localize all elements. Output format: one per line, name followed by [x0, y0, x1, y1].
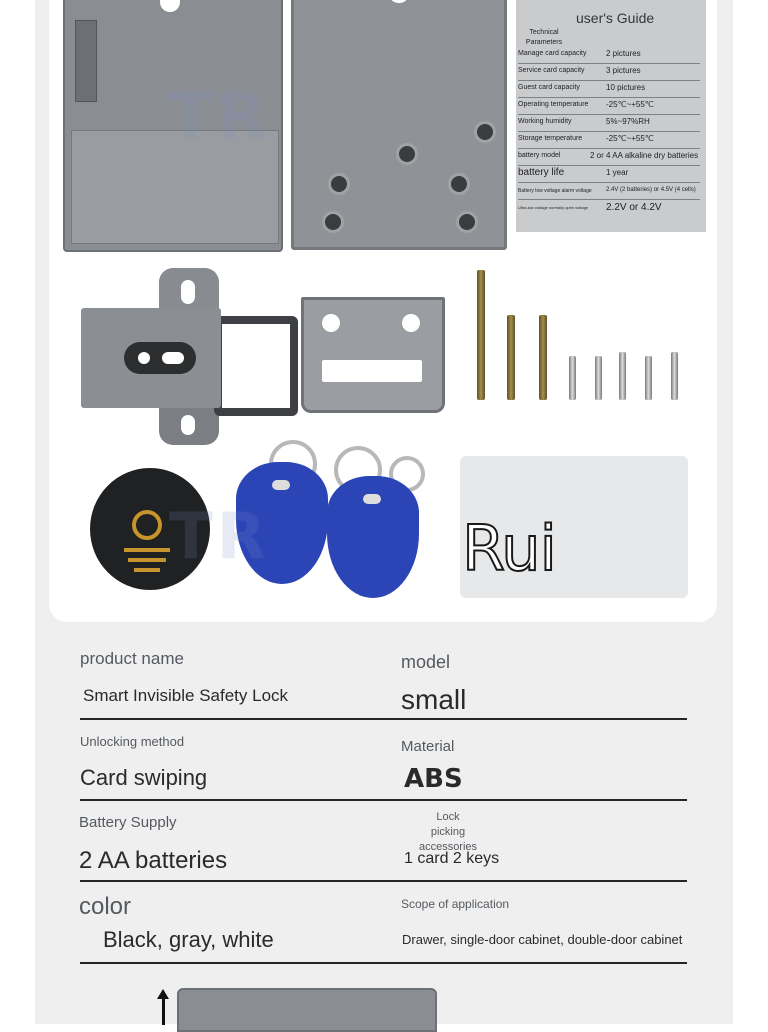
spec-value-battery-supply: 2 AA batteries — [79, 847, 228, 874]
divider — [80, 880, 687, 882]
key-fob-image — [327, 476, 419, 598]
long-screw-image — [507, 315, 515, 400]
guide-row: Working humidity 5%~97%RH — [518, 114, 700, 132]
guide-row: Guest card capacity 10 pictures — [518, 80, 700, 98]
spec-label-unlocking-method: Unlocking method — [80, 734, 185, 749]
spec-label-model: model — [401, 652, 451, 672]
lock-back-plate-image — [291, 0, 507, 250]
guide-row: Battery low voltage alarm voltage 2.4V (2 batteries) or 4.5V (4 cells) — [518, 182, 700, 200]
short-screw-image — [595, 356, 602, 400]
short-screw-image — [569, 356, 576, 400]
guide-row: battery life 1 year — [518, 165, 700, 183]
watermark: TR — [169, 500, 270, 574]
short-screw-image — [645, 356, 652, 400]
spec-label-battery-supply: Battery Supply — [79, 814, 177, 831]
divider — [80, 799, 687, 801]
spec-value-scope-of-application: Drawer, single-door cabinet, double-door cabinet — [402, 932, 683, 947]
spec-label-material: Material — [401, 738, 455, 755]
spec-label-lock-picking-accessories: Lock picking accessories — [418, 811, 478, 853]
spec-value-material: ABS — [404, 764, 463, 794]
spec-label-color: color — [79, 893, 132, 920]
spec-label-scope-of-application: Scope of application — [401, 897, 510, 911]
lock-body-bottom-image — [177, 988, 437, 1032]
strike-plate-image — [301, 297, 445, 413]
guide-row: Service card capacity 3 pictures — [518, 63, 700, 81]
spec-value-unlocking-method: Card swiping — [80, 765, 208, 790]
latch-hook — [214, 316, 298, 416]
spec-value-product-name: Smart Invisible Safety Lock — [83, 686, 289, 705]
divider — [80, 718, 687, 720]
divider — [80, 962, 687, 964]
guide-row: Storage temperature -25℃~+55℃ — [518, 131, 700, 149]
guide-row: Ultra-low voltage normally open voltage 2.2V or 4.2V — [518, 202, 662, 213]
guide-row: Operating temperature -25℃~+55℃ — [518, 97, 700, 115]
spec-value-color: Black, gray, white — [103, 927, 274, 952]
latch-slot — [124, 342, 196, 374]
spec-value-model: small — [401, 684, 467, 715]
card-brand-text: Rui — [462, 512, 556, 585]
short-screw-image — [671, 352, 678, 400]
product-photo-panel — [49, 0, 717, 622]
watermark: TR — [169, 80, 270, 154]
guide-parameters-label: Technical Parameters — [525, 29, 563, 46]
user-guide-sheet — [516, 0, 706, 232]
long-screw-image — [539, 315, 547, 400]
arrow-up-icon — [162, 995, 165, 1025]
short-screw-image — [619, 352, 626, 400]
spec-label-product-name: product name — [80, 649, 184, 668]
spec-value-lock-picking-accessories: 1 card 2 keys — [404, 850, 500, 867]
guide-row: Manage card capacity 2 pictures — [518, 46, 700, 64]
guide-row: battery model 2 or 4 AA alkaline dry batteries — [518, 148, 700, 166]
long-screw-image — [477, 270, 485, 400]
guide-title: user's Guide — [576, 10, 655, 26]
